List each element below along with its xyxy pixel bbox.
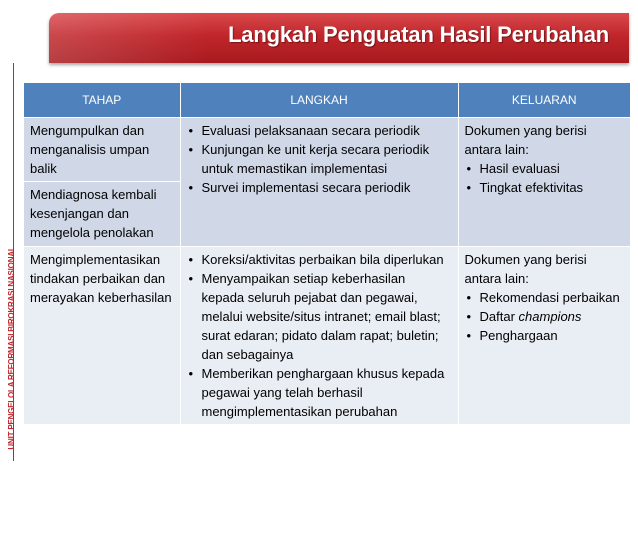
tahap-cell: Mengumpulkan dan menganalisis umpan balik <box>24 118 180 182</box>
list-item: • Menyampaikan setiap keberhasilan kepada seluruh pejabat dan pegawai, melalui website/situs intranet; email blast; surat edaran; pidato dalam rapat; buletin; dan sebagainya <box>202 269 452 364</box>
langkah-list <box>187 250 452 421</box>
keluaran-list <box>465 288 625 345</box>
keluaran-intro: Dokumen yang berisi antara lain: <box>464 123 587 157</box>
list-item <box>480 307 625 326</box>
list-item: • Survei implementasi secara periodik <box>202 178 452 197</box>
keluaran-cell <box>458 247 630 425</box>
slide-title: Langkah Penguatan Hasil Perubahan <box>228 22 609 47</box>
title-banner-highlight <box>49 13 209 63</box>
table-row <box>24 118 630 182</box>
list-item: • Kunjungan ke unit kerja secara periodik untuk memastikan implementasi <box>202 140 452 178</box>
list-item: • Rekomendasi perbaikan <box>480 288 625 307</box>
header-tahap: TAHAP <box>24 83 180 118</box>
tahap-cell: Mendiagnosa kembali kesenjangan dan mengelola penolakan <box>24 182 180 247</box>
header-keluaran: KELUARAN <box>458 83 630 118</box>
table-header-row <box>24 83 630 118</box>
list-item: • Koreksi/aktivitas perbaikan bila diperlukan <box>202 250 452 269</box>
tahap-cell: Mengimplementasikan tindakan perbaikan dan merayakan keberhasilan <box>24 247 180 425</box>
list-item-text: Daftar <box>479 309 515 324</box>
keluaran-list <box>465 159 625 197</box>
table-row <box>24 247 630 425</box>
list-item: • Hasil evaluasi <box>480 159 625 178</box>
emphasis-text: champions <box>518 309 582 324</box>
list-item: • Penghargaan <box>480 326 625 345</box>
langkah-list <box>187 121 452 197</box>
langkah-cell <box>180 118 458 247</box>
keluaran-intro: Dokumen yang berisi antara lain: <box>464 252 587 286</box>
side-label: UNIT PENGELOLA REFORMASI BIROKRASI NASIONAL <box>7 246 16 450</box>
list-item: • Memberikan penghargaan khusus kepada pegawai yang telah berhasil mengimplementasikan perubahan <box>202 364 452 421</box>
langkah-cell <box>180 247 458 425</box>
list-item: • Tingkat efektivitas <box>480 178 625 197</box>
keluaran-cell <box>458 118 630 247</box>
steps-table <box>24 83 630 425</box>
header-langkah: LANGKAH <box>180 83 458 118</box>
list-item: • Evaluasi pelaksanaan secara periodik <box>202 121 452 140</box>
